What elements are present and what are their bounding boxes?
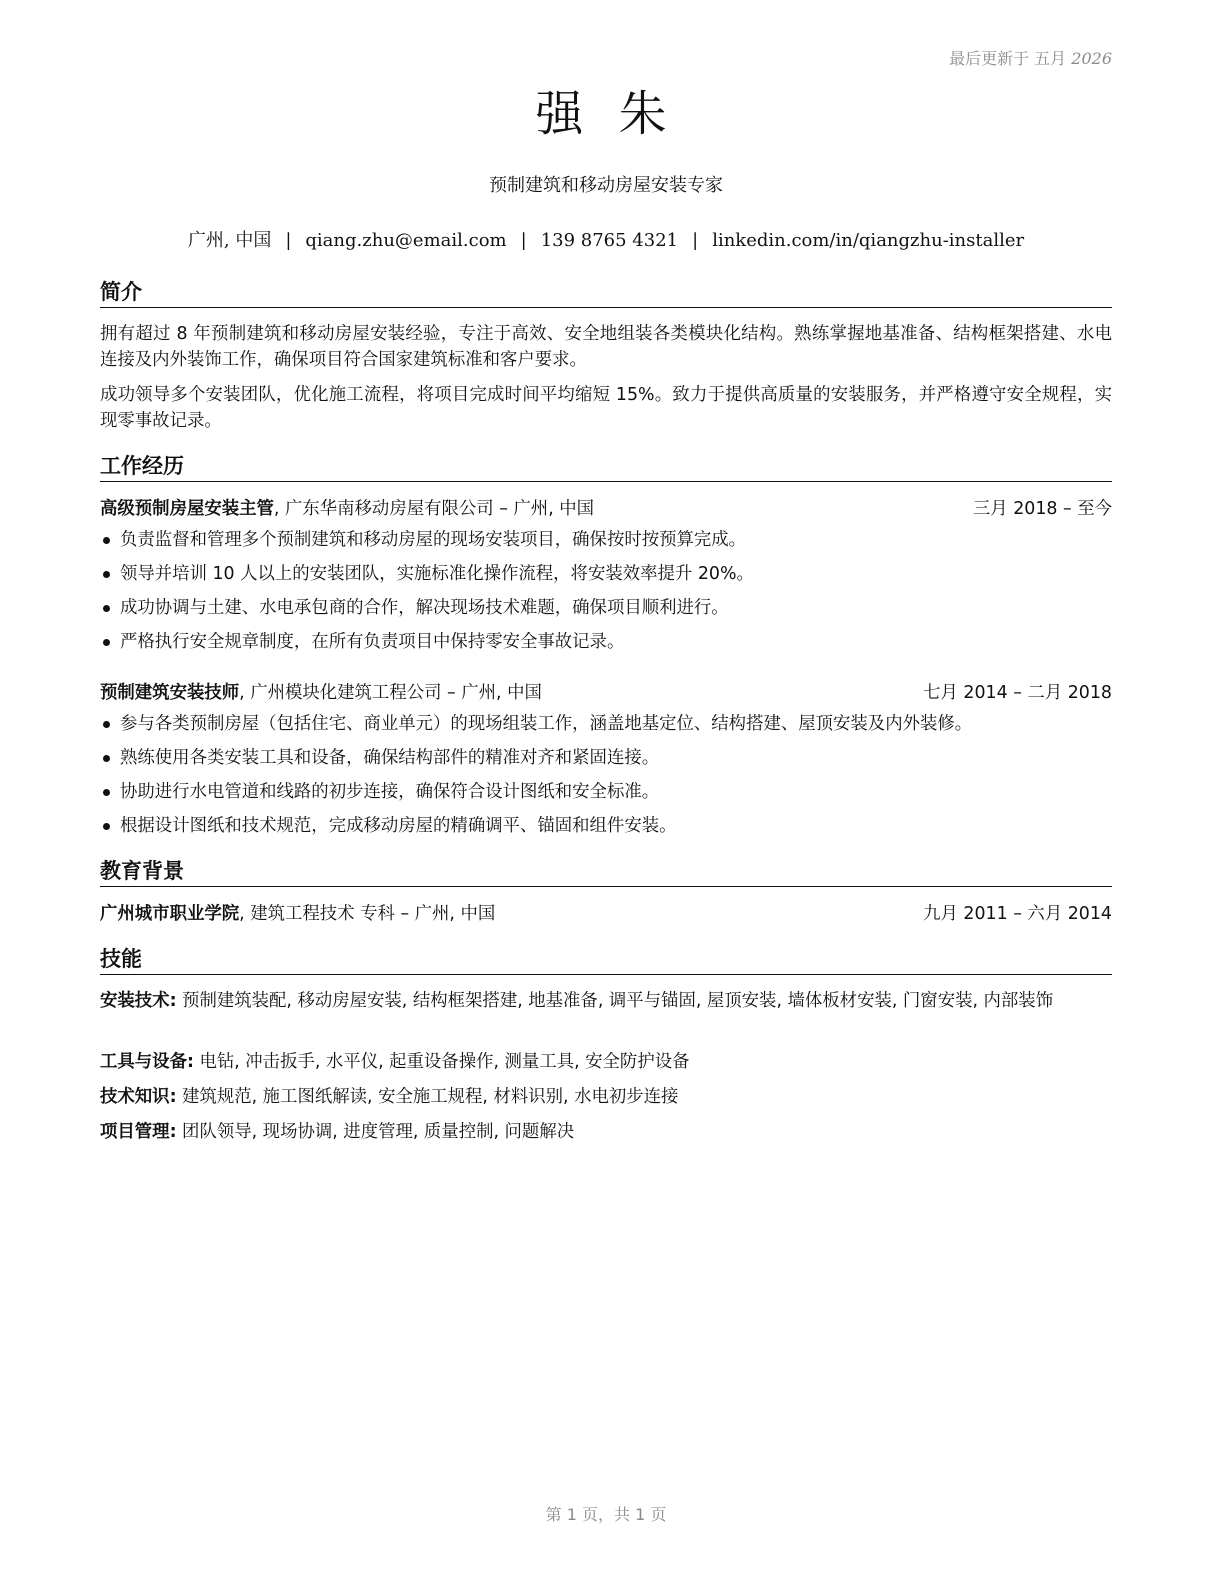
list-item: 成功协调与土建、水电承包商的合作，解决现场技术难题，确保项目顺利进行。 (100, 595, 1112, 629)
skill-label: 工具与设备: (100, 1052, 194, 1072)
education-dates: 九月 2011 – 六月 2014 (923, 904, 1112, 924)
list-item: 熟练使用各类安装工具和设备，确保结构部件的精准对齐和紧固连接。 (100, 745, 1112, 779)
job-header-1 (100, 496, 1112, 522)
skill-line-tools (100, 1049, 1112, 1075)
contact-separator: | (285, 230, 292, 251)
contact-linkedin-link[interactable]: linkedin.com/in/qiangzhu-installer (712, 230, 1025, 251)
summary-paragraph-1: 拥有超过 8 年预制建筑和移动房屋安装经验，专注于高效、安全地组装各类模块化结构。熟练掌握地基准备、结构框架搭建、水电连接及内外装饰工作，确保项目符合国家建筑标准和客户要求。 (100, 324, 1112, 370)
contact-separator: | (692, 230, 699, 251)
skill-values: 建筑规范, 施工图纸解读, 安全施工规程, 材料识别, 水电初步连接 (176, 1087, 679, 1107)
list-item: 参与各类预制房屋（包括住宅、商业单元）的现场组装工作，涵盖地基定位、结构搭建、屋顶安装及内外装修。 (100, 711, 1112, 745)
contact-phone: 139 8765 4321 (540, 230, 679, 251)
job-bullets-1 (100, 527, 1112, 663)
resume-page (100, 0, 1112, 1584)
job-role: 预制建筑安装技师 (100, 683, 240, 703)
skill-line-management (100, 1119, 1112, 1145)
skill-label: 技术知识: (100, 1087, 177, 1107)
list-item: 协助进行水电管道和线路的初步连接，确保符合设计图纸和安全标准。 (100, 779, 1112, 813)
bullet-icon (103, 639, 110, 646)
updated-year: 2026 (1071, 49, 1112, 68)
bullet-icon (103, 789, 110, 796)
job-header-2 (100, 680, 1112, 706)
section-title-experience: 工作经历 (100, 452, 1112, 482)
skill-values: 预制建筑装配, 移动房屋安装, 结构框架搭建, 地基准备, 调平与锚固, 屋顶安装, 墙体板材安装, 门窗安装, 内部装饰 (176, 991, 1054, 1011)
candidate-headline: 预制建筑和移动房屋安装专家 (489, 175, 723, 196)
education-detail: , 建筑工程技术 专科 – 广州, 中国 (239, 904, 496, 924)
candidate-name: 强 朱 (535, 86, 677, 142)
list-item: 严格执行安全规章制度，在所有负责项目中保持零安全事故记录。 (100, 629, 1112, 663)
contact-separator: | (520, 230, 527, 251)
bullet-icon (103, 571, 110, 578)
job-dates: 三月 2018 – 至今 (972, 499, 1112, 519)
skill-values: 电钻, 冲击扳手, 水平仪, 起重设备操作, 测量工具, 安全防护设备 (193, 1052, 690, 1072)
contact-location: 广州, 中国 (187, 230, 272, 251)
bullet-icon (103, 537, 110, 544)
job-company: , 广东华南移动房屋有限公司 – 广州, 中国 (273, 499, 595, 519)
contact-email-link[interactable]: qiang.zhu@email.com (305, 230, 507, 251)
list-item: 根据设计图纸和技术规范，完成移动房屋的精确调平、锚固和组件安装。 (100, 813, 1112, 847)
section-title-skills: 技能 (100, 945, 1112, 975)
section-title-education: 教育背景 (100, 857, 1112, 887)
contact-line (100, 226, 1112, 252)
bullet-icon (103, 755, 110, 762)
education-school: 广州城市职业学院 (100, 904, 240, 924)
list-item: 领导并培训 10 人以上的安装团队，实施标准化操作流程，将安装效率提升 20%。 (100, 561, 1112, 595)
job-role: 高级预制房屋安装主管 (100, 499, 274, 519)
bullet-icon (103, 721, 110, 728)
skill-values: 团队领导, 现场协调, 进度管理, 质量控制, 问题解决 (176, 1122, 575, 1142)
last-updated: 最后更新于 五月 2026 (949, 49, 1112, 68)
skill-line-installation (100, 988, 1112, 1014)
job-bullets-2 (100, 711, 1112, 847)
list-item: 负责监督和管理多个预制建筑和移动房屋的现场安装项目，确保按时按预算完成。 (100, 527, 1112, 561)
skill-line-knowledge (100, 1084, 1112, 1110)
bullet-icon (103, 605, 110, 612)
skill-label: 安装技术: (100, 991, 177, 1011)
section-title-summary: 简介 (100, 278, 1112, 308)
job-company: , 广州模块化建筑工程公司 – 广州, 中国 (239, 683, 542, 703)
job-dates: 七月 2014 – 二月 2018 (923, 683, 1112, 703)
bullet-icon (103, 823, 110, 830)
education-entry (100, 901, 1112, 927)
skill-label: 项目管理: (100, 1122, 177, 1142)
page-number: 第 1 页，共 1 页 (545, 1505, 667, 1524)
summary-paragraph-2: 成功领导多个安装团队，优化施工流程，将项目完成时间平均缩短 15%。致力于提供高质量的安装服务，并严格遵守安全规程，实现零事故记录。 (100, 385, 1112, 431)
